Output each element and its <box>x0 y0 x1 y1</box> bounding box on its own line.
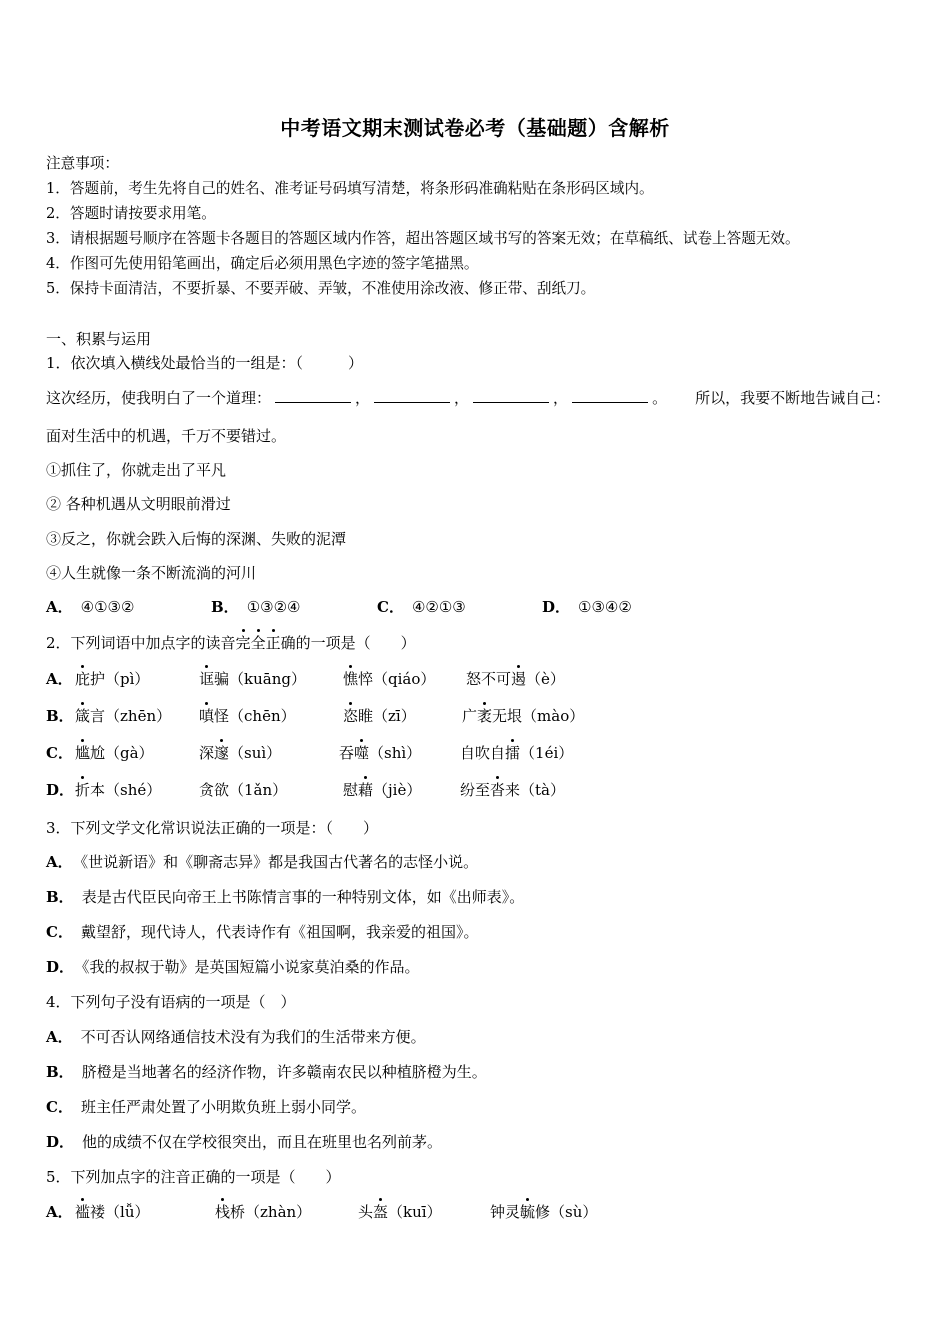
question-2-stem <box>46 633 416 653</box>
word-text: 言（zhēn） <box>90 707 172 725</box>
question-1-passage-cont: 面对生活中的机遇，千万不要错过。 <box>46 427 287 445</box>
note-item: 3．请根据题号顺序在答题卡各题目的答题区域内作答，超出答题区域书写的答案无效；在草稿纸、试卷上答题无效。 <box>46 230 800 247</box>
option-label: B． <box>46 1063 74 1081</box>
word-text: 睢（zī） <box>358 707 416 725</box>
word-text: （è） <box>526 670 565 688</box>
word-text: （shì） <box>369 744 422 762</box>
answer-blank <box>374 388 450 403</box>
word-text: 钟灵 <box>490 1203 521 1221</box>
option-d <box>46 957 420 977</box>
dotted-char: 嗔 <box>199 707 215 725</box>
option-label: C． <box>46 923 73 941</box>
option-text: 不可否认网络通信技术没有为我们的生活带来方便。 <box>80 1028 426 1046</box>
word-option <box>75 780 161 800</box>
option-a <box>46 597 134 617</box>
option-label: D． <box>46 781 75 799</box>
dotted-char: 正 <box>265 634 281 652</box>
option-text: 班主任严肃处置了小明欺负班上弱小同学。 <box>80 1098 366 1116</box>
dotted-char: 邃 <box>214 744 230 762</box>
word-text: 贪欲（1ǎn） <box>199 781 288 799</box>
word-text: 桥（zhàn） <box>230 1203 312 1221</box>
question-5-stem: 5．下列加点字的注音正确的一项是（ ） <box>46 1168 341 1186</box>
word-text: 尬（gà） <box>90 744 154 762</box>
word-text: 来（tà） <box>505 781 566 799</box>
word-text: 本（shé） <box>90 781 162 799</box>
option-label: A． <box>46 1203 73 1221</box>
option-text: 表是古代臣民向帝王上书陈情言事的一种特别文体，如《出师表》。 <box>81 888 525 906</box>
option-label: A． <box>46 670 73 688</box>
word-text: 怒不可 <box>466 670 512 688</box>
note-item: 1．答题前，考生先将自己的姓名、准考证号码填写清楚，将条形码准确粘贴在条形码区域内。 <box>46 180 654 197</box>
dotted-char: 遏 <box>511 670 527 688</box>
note-item: 2．答题时请按要求用笔。 <box>46 205 216 222</box>
word-option <box>339 743 421 763</box>
word-option <box>460 743 573 763</box>
question-1-item: ② 各种机遇从文明眼前滑过 <box>46 495 231 513</box>
option-label: C． <box>377 598 404 616</box>
word-text: 修（sù） <box>535 1203 598 1221</box>
dotted-char: 诓 <box>199 670 215 688</box>
option-a <box>46 852 478 872</box>
dotted-char: 藉 <box>358 781 374 799</box>
option-text: 《我的叔叔于勒》是英国短篇小说家莫泊桑的作品。 <box>82 958 420 976</box>
word-option <box>199 780 287 800</box>
option-label: B． <box>46 707 74 725</box>
word-text: 骗（kuāng） <box>214 670 306 688</box>
word-option <box>343 780 421 800</box>
dotted-char: 箴 <box>75 707 91 725</box>
stem-text: 2．下列词语中加点字的读音 <box>46 634 236 652</box>
option-text: 他的成绩不仅在学校很突出，而且在班里也名列前茅。 <box>82 1133 443 1151</box>
comma: ， <box>355 389 371 407</box>
dotted-char: 全 <box>250 634 266 652</box>
dotted-char: 庇 <box>75 670 91 688</box>
question-1-stem: 1．依次填入横线处最恰当的一组是：（ ） <box>46 354 364 372</box>
option-b <box>46 887 524 907</box>
option-a <box>46 1027 426 1047</box>
question-3-stem: 3．下列文学文化常识说法正确的一项是：（ ） <box>46 819 379 837</box>
dotted-char: 憔 <box>343 670 359 688</box>
question-1-passage <box>46 388 890 408</box>
note-item: 5．保持卡面清洁，不要折暴、不要弄破、弄皱，不准使用涂改液、修正带、刮纸刀。 <box>46 280 596 297</box>
comma: ， <box>553 389 569 407</box>
word-text: 深 <box>199 744 215 762</box>
comma: ， <box>454 389 470 407</box>
word-text: （jiè） <box>373 781 422 799</box>
option-d <box>46 1132 442 1152</box>
option-text: 《世说新语》和《聊斋志异》都是我国古代著名的志怪小说。 <box>80 853 479 871</box>
word-text: 护（pì） <box>90 670 150 688</box>
option-text: ④②①③ <box>411 598 466 616</box>
answer-blank <box>572 388 648 403</box>
note-item: 4．作图可先使用铅笔画出，确定后必须用黑色字迹的签字笔描黑。 <box>46 255 479 272</box>
option-text: 戴望舒，现代诗人，代表诗作有《祖国啊，我亲爱的祖国》。 <box>80 923 479 941</box>
answer-blank <box>275 388 351 403</box>
word-option <box>358 1202 442 1222</box>
word-option <box>490 1202 597 1222</box>
option-c <box>46 922 478 942</box>
option-c <box>46 1097 366 1117</box>
question-4-stem: 4．下列句子没有语病的一项是（ ） <box>46 993 296 1011</box>
dotted-char: 恣 <box>343 707 359 725</box>
word-option <box>215 1202 311 1222</box>
dotted-char: 完 <box>235 634 251 652</box>
option-label: B． <box>46 888 74 906</box>
word-text: 头 <box>358 1203 374 1221</box>
word-text: 怪（chēn） <box>214 707 296 725</box>
option-b <box>211 597 300 617</box>
dotted-char: 栈 <box>215 1203 231 1221</box>
word-option <box>75 743 154 763</box>
notes-heading: 注意事项： <box>46 155 119 172</box>
option-label: D． <box>542 598 571 616</box>
word-option <box>75 669 149 689</box>
word-option <box>75 706 171 726</box>
word-text: 自吹自 <box>460 744 506 762</box>
option-d <box>542 597 632 617</box>
word-option <box>460 780 565 800</box>
option-label: A． <box>46 853 73 871</box>
word-text: 慰 <box>343 781 359 799</box>
question-1-item: ④人生就像一条不断流淌的河川 <box>46 564 257 582</box>
question-1-item: ①抓住了，你就走出了平凡 <box>46 461 227 479</box>
option-label: C． <box>46 744 73 762</box>
word-option <box>343 706 416 726</box>
dotted-char: 擂 <box>505 744 521 762</box>
option-label: C． <box>46 1098 73 1116</box>
word-text: （kuī） <box>388 1203 442 1221</box>
word-option <box>199 743 281 763</box>
word-text: 褛（lǚ） <box>90 1203 150 1221</box>
option-label: A． <box>46 598 73 616</box>
dotted-char: 折 <box>75 781 91 799</box>
dotted-char: 盔 <box>373 1203 389 1221</box>
option-text: ④①③② <box>80 598 135 616</box>
option-text: ①③②④ <box>246 598 301 616</box>
option-label: A． <box>46 1028 73 1046</box>
section-heading: 一、积累与运用 <box>46 330 152 348</box>
dotted-char: 毓 <box>520 1203 536 1221</box>
passage-text: 所以，我要不断地告诫自己： <box>695 389 891 407</box>
dotted-char: 袤 <box>477 707 493 725</box>
word-option <box>199 706 296 726</box>
word-option <box>462 706 584 726</box>
option-label: D． <box>46 1133 75 1151</box>
dotted-char: 尴 <box>75 744 91 762</box>
word-text: 广 <box>462 707 478 725</box>
stem-text: 确的一项是（ ） <box>280 634 416 652</box>
word-text: （1éi） <box>520 744 574 762</box>
page-title: 中考语文期末测试卷必考（基础题）含解析 <box>280 116 670 140</box>
option-label: B． <box>211 598 239 616</box>
word-text: （suì） <box>229 744 282 762</box>
word-option <box>343 669 435 689</box>
word-text: 无垠（mào） <box>492 707 585 725</box>
answer-blank <box>473 388 549 403</box>
dotted-char: 褴 <box>75 1203 91 1221</box>
option-b <box>46 1062 487 1082</box>
option-c <box>377 597 466 617</box>
dotted-char: 噬 <box>354 744 370 762</box>
option-text: ①③④② <box>578 598 632 616</box>
option-label: D． <box>46 958 75 976</box>
word-text: 悴（qiáo） <box>358 670 436 688</box>
word-text: 纷至 <box>460 781 491 799</box>
dotted-char: 沓 <box>490 781 506 799</box>
word-option <box>466 669 565 689</box>
word-option <box>75 1202 149 1222</box>
period: 。 <box>652 389 668 407</box>
question-1-item: ③反之，你就会跌入后悔的深渊、失败的泥潭 <box>46 530 347 548</box>
word-option <box>199 669 306 689</box>
option-text: 脐橙是当地著名的经济作物，许多赣南农民以种植脐橙为生。 <box>81 1063 487 1081</box>
passage-text: 这次经历，使我明白了一个道理： <box>46 389 272 407</box>
word-text: 吞 <box>339 744 355 762</box>
